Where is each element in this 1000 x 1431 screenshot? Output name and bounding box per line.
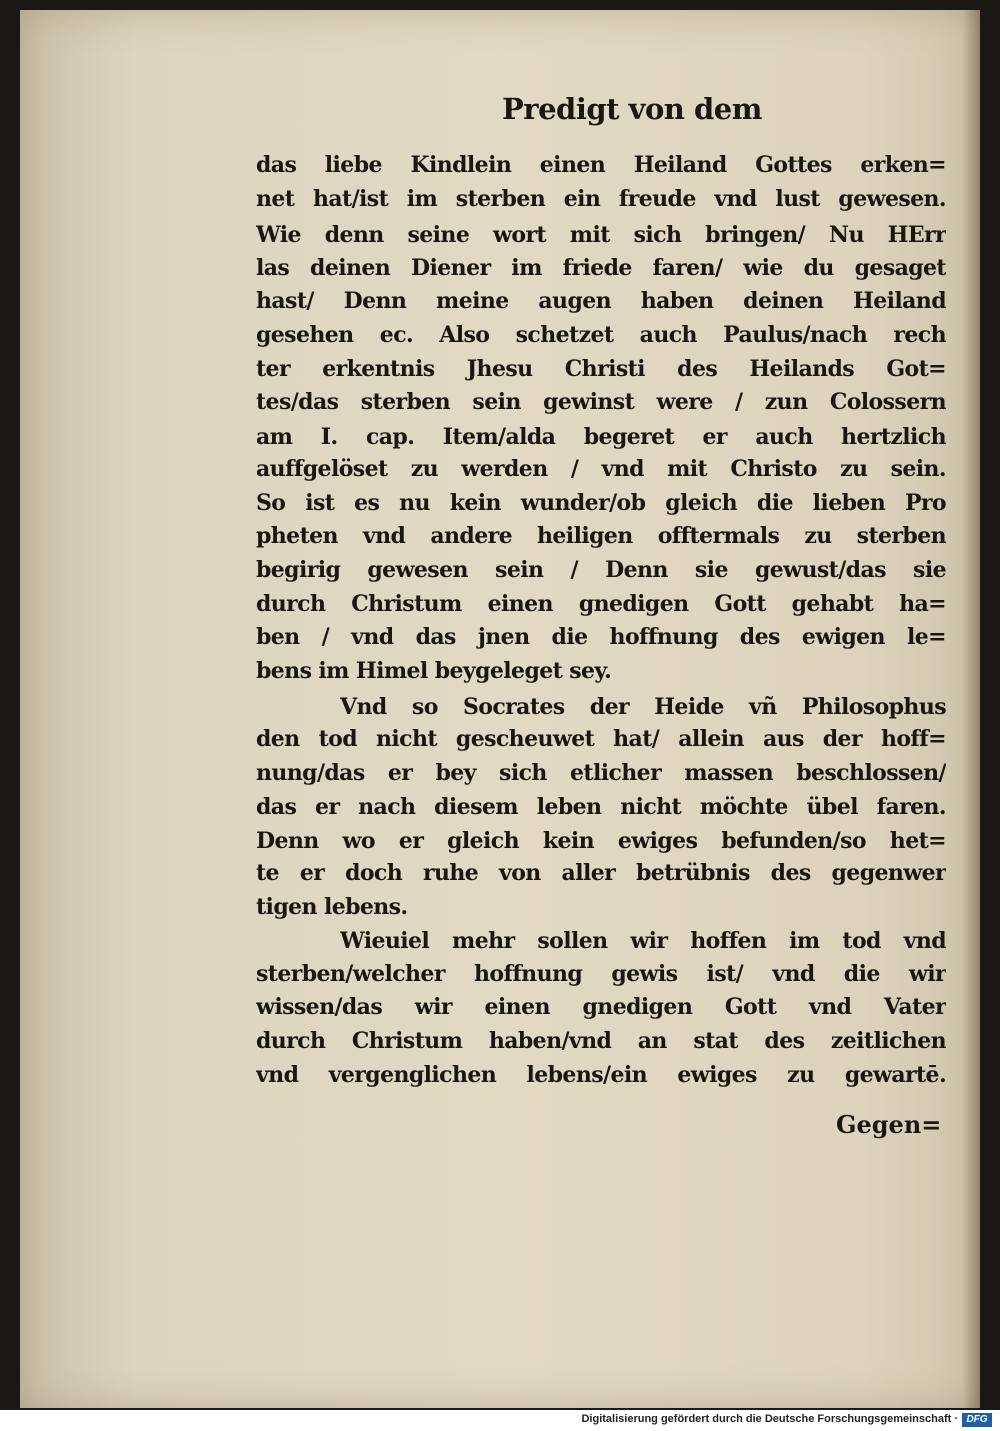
text-line: Wie denn seine wort mit sich bringen/ Nu HErr [256,222,946,248]
funding-credit: Digitalisierung gefördert durch die Deutsche Forschungsgemeinschaft · [581,1413,958,1425]
text-line: las deinen Diener im friede faren/ wie du gesaget [256,255,946,281]
text-line: gesehen ec. Also schetzet auch Paulus/nach rech [256,322,946,348]
text-line: am I. cap. Item/alda begeret er auch hertzlich [256,424,946,450]
text-line: So ist es nu kein wunder/ob gleich die lieben Pro [256,490,946,516]
text-line: begirig gewesen sein / Denn sie gewust/das sie [256,557,946,583]
text-line: das liebe Kindlein einen Heiland Gottes erken= [256,152,946,178]
text-line: ben / vnd das jnen die hoffnung des ewigen le= [256,624,946,650]
text-line: durch Christum einen gnedigen Gott gehabt ha= [256,591,946,617]
text-line: pheten vnd andere heiligen offtermals zu sterben [256,523,946,549]
running-title: Predigt von dem [502,92,762,126]
text-line: vnd vergenglichen lebens/ein ewiges zu gewartē. [256,1062,946,1088]
text-line: Vnd so Socrates der Heide vñ Philosophus [340,694,946,720]
page-gutter-shadow [962,10,980,1408]
text-line: te er doch ruhe von aller betrübnis des gegenwer [256,860,946,886]
text-line: tes/das sterben sein gewinst were / zun Colossern [256,389,946,415]
text-line: Wieuiel mehr sollen wir hoffen im tod vnd [340,928,946,954]
text-line: Denn wo er gleich kein ewiges befunden/so het= [256,828,946,854]
catchword: Gegen= [836,1110,942,1139]
text-line: hast/ Denn meine augen haben deinen Heiland [256,288,946,314]
text-line: ter erkentnis Jhesu Christi des Heilands Got= [256,356,946,382]
text-line: nung/das er bey sich etlicher massen beschlossen/ [256,760,946,786]
text-line: auffgelöset zu werden / vnd mit Christo zu sein. [256,456,946,482]
text-line: net hat/ist im sterben ein freude vnd lust gewesen. [256,186,946,212]
text-line: sterben/welcher hoffnung gewis ist/ vnd die wir [256,961,946,987]
viewer-footer [0,1410,1000,1431]
text-line: das er nach diesem leben nicht möchte übel faren. [256,794,946,820]
dfg-logo-icon: DFG [962,1413,992,1427]
text-line: wissen/das wir einen gnedigen Gott vnd Vater [256,994,946,1020]
text-line: den tod nicht gescheuwet hat/ allein aus der hoff= [256,726,946,752]
text-line: durch Christum haben/vnd an stat des zeitlichen [256,1028,946,1054]
text-line: bens im Himel beygeleget sey. [256,658,612,684]
text-line: tigen lebens. [256,894,408,920]
